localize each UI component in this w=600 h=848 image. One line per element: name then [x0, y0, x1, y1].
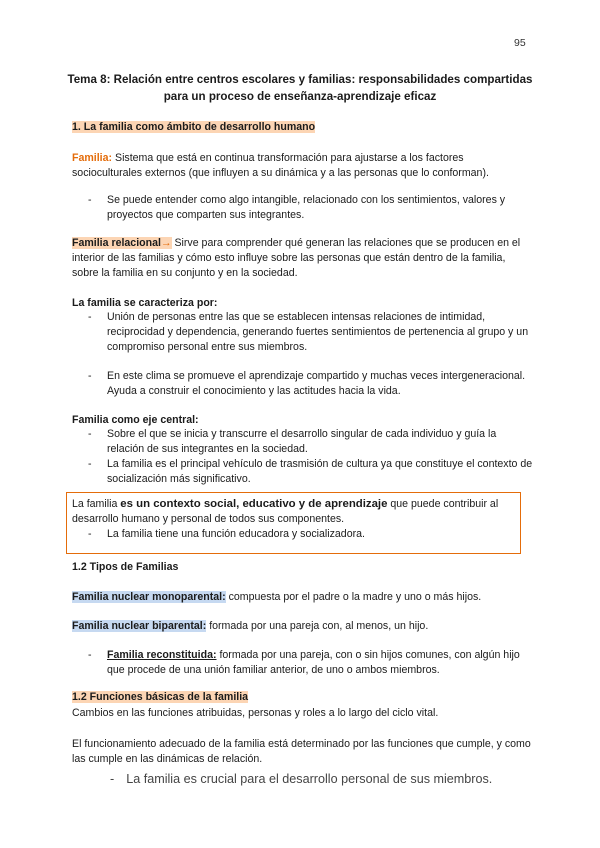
- relacional-def: Sirve para comprender qué generan las relaciones que se producen en el interior de las familias y cómo esto influye sobre las personas que están dentro de la familia, sobre la familia en su conjunto y en la sociedad.: [72, 237, 521, 279]
- list-item: - Unión de personas entre las que se establecen intensas relaciones de intimidad, reciprocidad y dependencia, generando fuertes sentimientos de pertenencia al grupo y un compromiso personal entre sus miembros.: [88, 311, 529, 353]
- highlight-box: [66, 492, 521, 554]
- familia-relacional: [72, 236, 534, 281]
- eje-heading: Familia como eje central:: [72, 414, 199, 426]
- page-number: 95: [514, 37, 526, 49]
- page-title: Tema 8: Relación entre centros escolares y familias: responsabilidades compartidas para un proceso de enseñanza-aprendizaje eficaz: [67, 73, 533, 103]
- funciones-line-2: El funcionamiento adecuado de la familia está determinado por las funciones que cumple, y como las cumple en las dinámicas de relación.: [72, 738, 531, 765]
- relacional-term: Familia relacional→: [72, 237, 172, 249]
- section-heading-1: 1. La familia como ámbito de desarrollo humano: [72, 121, 316, 133]
- list-item: - En este clima se promueve el aprendizaje compartido y muchas veces intergeneracional. Ayuda a construir el conocimiento y las actitudes hacia la vida.: [88, 370, 526, 397]
- familia-def: Sistema que está en continua transformación para ajustarse a los factores socioculturales externos (que influyen a su dinámica y a las personas que lo conforman).: [72, 152, 489, 179]
- list-item: - Se puede entender como algo intangible, relacionado con los sentimientos, valores y proyectos que comparten sus integrantes.: [88, 194, 506, 221]
- funciones-line-1: Cambios en las funciones atribuidas, personas y roles a lo largo del ciclo vital.: [72, 707, 439, 719]
- list-item: - La familia es crucial para el desarrollo personal de sus miembros.: [110, 772, 493, 786]
- familia-monoparental: Familia nuclear monoparental: compuesta por el padre o la madre y uno o más hijos.: [72, 591, 482, 603]
- list-item: - Sobre el que se inicia y transcurre el desarrollo singular de cada individuo y guía la relación de sus integrantes en la sociedad.: [88, 428, 497, 455]
- familia-term: Familia:: [72, 152, 113, 164]
- list-item: - La familia es el principal vehículo de trasmisión de cultura ya que constituye el contexto de socialización más significativo.: [88, 458, 533, 485]
- familia-biparental: Familia nuclear biparental: formada por una pareja con, al menos, un hijo.: [72, 620, 429, 632]
- list-item: - Familia reconstituida: formada por una pareja, con o sin hijos comunes, con algún hijo que procede de una unión familiar anterior, de uno o ambos miembros.: [88, 649, 520, 676]
- list-item: - La familia tiene una función educadora y socializadora.: [88, 528, 365, 540]
- section-heading-3: 1.2 Funciones básicas de la familia: [72, 691, 249, 703]
- caracteriza-heading: La familia se caracteriza por:: [72, 297, 218, 309]
- box-text: La familia es un contexto social, educativo y de aprendizaje que puede contribuir al desarrollo humano y personal de todos sus componentes.: [72, 498, 499, 525]
- familia-definition: [72, 151, 534, 181]
- section-heading-2: 1.2 Tipos de Familias: [72, 561, 179, 573]
